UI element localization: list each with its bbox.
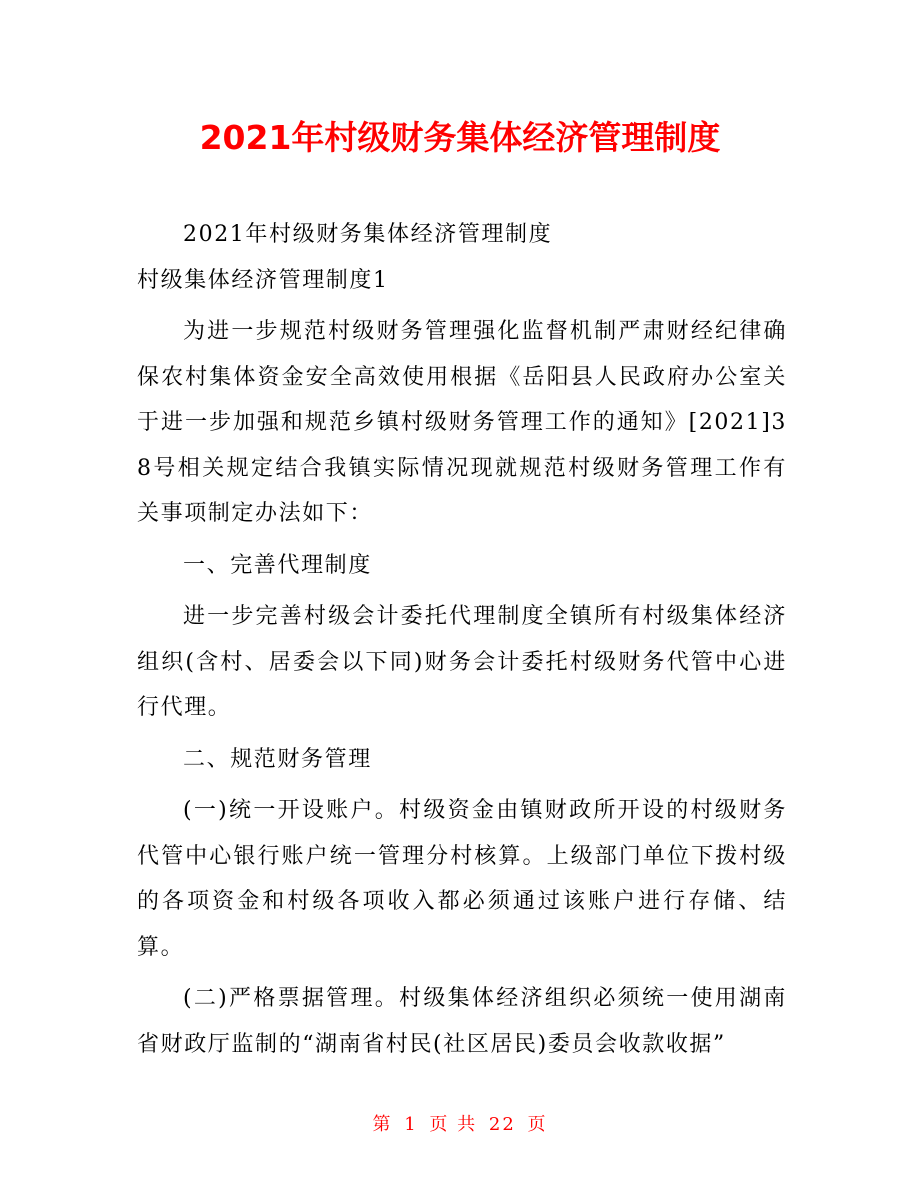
page-footer bbox=[0, 1113, 920, 1137]
paragraph-intro: 为进一步规范村级财务管理强化监督机制严肃财经纪律确保农村集体资金安全高效使用根据《岳阳县人民政府办公室关于进一步加强和规范乡镇村级财务管理工作的通知》[2021]38号相关规定结合我镇实际情况现就规范村级财务管理工作有关事项制定办法如下： bbox=[137, 319, 787, 526]
paragraph-subheading: 村级集体经济管理制度1 bbox=[137, 267, 389, 293]
footer-label-end: 页 bbox=[527, 1114, 548, 1135]
paragraph-accounts: (一)统一开设账户。村级资金由镇财政所开设的村级财务代管中心银行账户统一管理分村核算。上级部门单位下拨村级的各项资金和村级各项收入都必须通过该账户进行存储、结算。 bbox=[137, 798, 787, 960]
document-title: 2021年村级财务集体经济管理制度 bbox=[199, 118, 721, 157]
section-heading-agency: 一、完善代理制度 bbox=[183, 552, 372, 578]
section-heading-finance: 二、规范财务管理 bbox=[183, 746, 372, 772]
paragraph-receipts: (二)严格票据管理。村级集体经济组织必须统一使用湖南省财政厅监制的“湖南省村民(社区居民)委员会收款收据” bbox=[137, 986, 787, 1057]
paragraph-agency: 进一步完善村级会计委托代理制度全镇所有村级集体经济组织(含村、居委会以下同)财务会计委托村级财务代管中心进行代理。 bbox=[137, 604, 787, 720]
document-body bbox=[137, 212, 787, 1067]
footer-total-pages: 22 bbox=[488, 1114, 516, 1135]
paragraph-doc-heading: 2021年村级财务集体经济管理制度 bbox=[183, 222, 553, 247]
footer-current-page: 1 bbox=[404, 1114, 418, 1135]
footer-label-page: 第 bbox=[372, 1114, 393, 1135]
footer-label-of: 页 共 bbox=[429, 1114, 478, 1135]
